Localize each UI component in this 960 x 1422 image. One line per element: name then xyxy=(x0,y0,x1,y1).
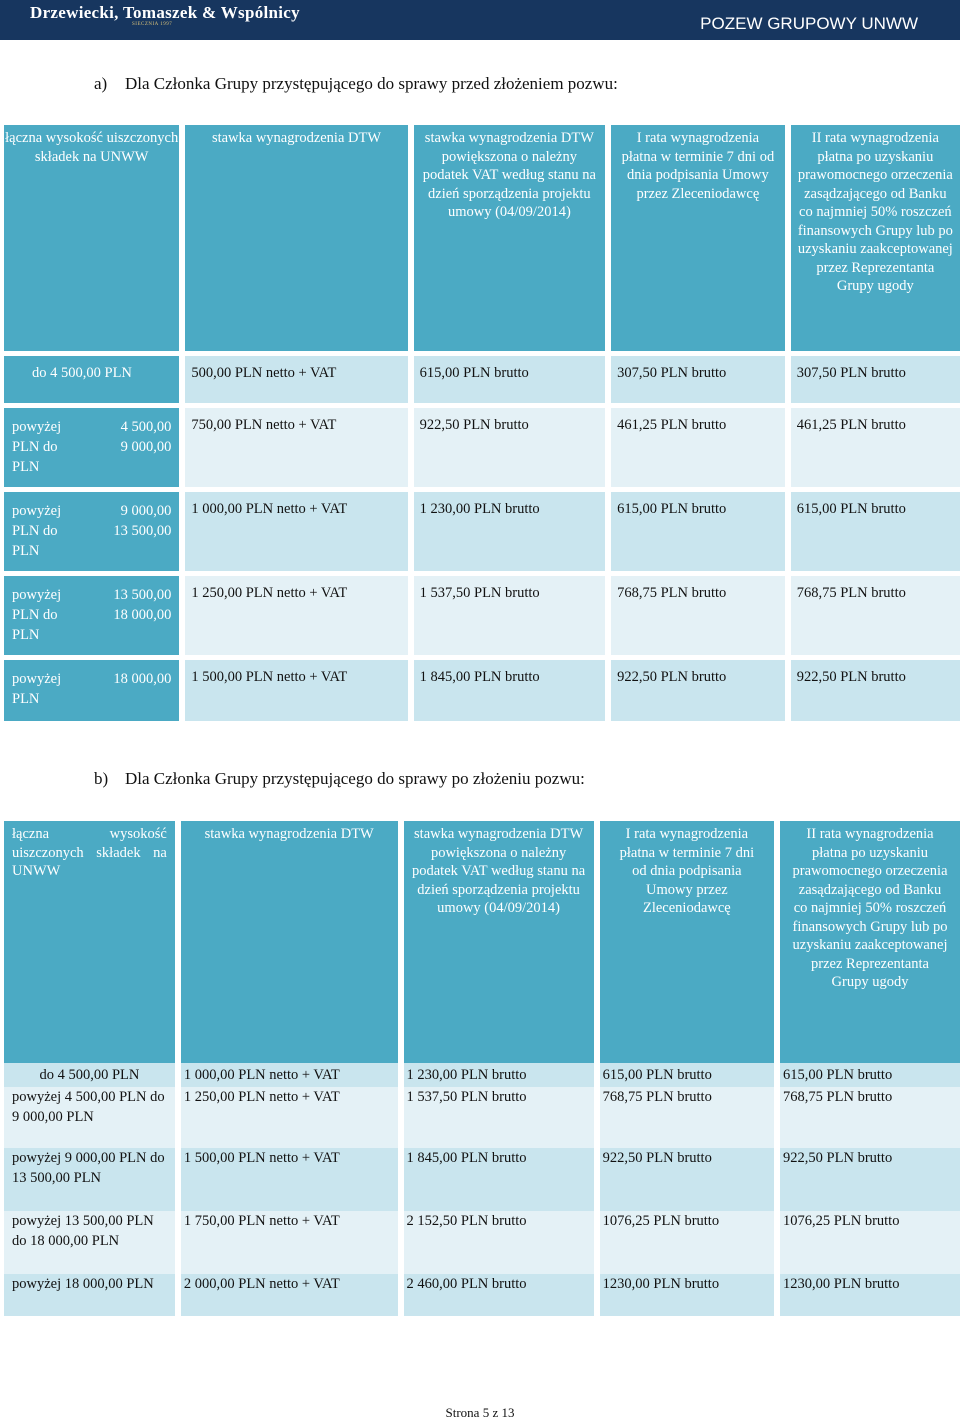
table-row xyxy=(4,1063,960,1087)
gross-cell: 2 152,50 PLN brutto xyxy=(398,1211,594,1274)
range-cell: powyżej 9 000,00 PLN do 13 500,00 PLN xyxy=(4,492,179,571)
header-cell: I rata wynagrodzenia płatna w terminie 7 dni od dnia podpisania Umowy przez Zleceniodawcę xyxy=(605,125,785,351)
net-cell: 1 000,00 PLN netto + VAT xyxy=(179,492,407,571)
header-cell: łączna wysokość uiszczonych składek na UNWW xyxy=(4,821,175,1063)
gross-cell: 922,50 PLN brutto xyxy=(408,408,605,487)
installment2-cell: 922,50 PLN brutto xyxy=(774,1148,960,1211)
section-a-title: Dla Członka Grupy przystępującego do sprawy przed złożeniem pozwu: xyxy=(125,74,618,93)
range-cell: powyżej 18 000,00 PLN xyxy=(4,1274,175,1316)
installment2-cell: 1230,00 PLN brutto xyxy=(774,1274,960,1316)
installment2-cell: 615,00 PLN brutto xyxy=(774,1063,960,1087)
range-cell: do 4 500,00 PLN xyxy=(4,356,179,403)
table-row xyxy=(4,1087,960,1148)
section-a-label: a) xyxy=(94,74,108,93)
table-row xyxy=(4,660,960,721)
header-cell: stawka wynagrodzenia DTW powiększona o należny podatek VAT według stanu na dzień sporządzenia projektu umowy (04/09/2014) xyxy=(398,821,594,1063)
installment1-cell: 922,50 PLN brutto xyxy=(594,1148,774,1211)
installment1-cell: 768,75 PLN brutto xyxy=(605,576,785,655)
table-row xyxy=(4,1148,960,1211)
gross-cell: 615,00 PLN brutto xyxy=(408,356,605,403)
section-b-label: b) xyxy=(94,769,109,788)
installment1-cell: 922,50 PLN brutto xyxy=(605,660,785,721)
installment2-cell: 768,75 PLN brutto xyxy=(785,576,960,655)
range-cell: powyżej 9 000,00 PLN do 13 500,00 PLN xyxy=(4,1148,175,1211)
section-b-heading xyxy=(94,769,585,789)
table-row xyxy=(4,356,960,403)
net-cell: 1 250,00 PLN netto + VAT xyxy=(179,576,407,655)
header-cell: stawka wynagrodzenia DTW powiększona o należny podatek VAT według stanu na dzień sporządzenia projektu umowy (04/09/2014) xyxy=(408,125,605,351)
firm-logo-text: Drzewiecki, Tomaszek & Wspólnicy xyxy=(30,3,300,22)
installment2-cell: 922,50 PLN brutto xyxy=(785,660,960,721)
document-title: POZEW GRUPOWY UNWW xyxy=(700,14,918,33)
header-cell: I rata wynagrodzenia płatna w terminie 7 dni od dnia podpisania Umowy przez Zleceniodawcę xyxy=(594,821,774,1063)
gross-cell: 1 537,50 PLN brutto xyxy=(398,1087,594,1148)
range-cell: do 4 500,00 PLN xyxy=(4,1063,175,1087)
range-cell: powyżej 4 500,00 PLN do 9 000,00 PLN xyxy=(4,1087,175,1148)
gross-cell: 1 230,00 PLN brutto xyxy=(408,492,605,571)
table-row xyxy=(4,408,960,487)
header-cell: stawka wynagrodzenia DTW xyxy=(175,821,398,1063)
installment1-cell: 307,50 PLN brutto xyxy=(605,356,785,403)
table-row xyxy=(4,1211,960,1274)
installment1-cell: 615,00 PLN brutto xyxy=(605,492,785,571)
net-cell: 1 750,00 PLN netto + VAT xyxy=(175,1211,398,1274)
fee-table-before-filing xyxy=(4,125,960,721)
installment2-cell: 307,50 PLN brutto xyxy=(785,356,960,403)
header-cell: II rata wynagrodzenia płatna po uzyskaniu prawomocnego orzeczenia zasądzającego od Banku co najmniej 50% roszczeń finansowych Grupy lub po uzyskaniu zaakceptowanej przez Reprezentanta Grupy ugody xyxy=(774,821,960,1063)
section-a-heading xyxy=(94,74,618,94)
installment2-cell: 461,25 PLN brutto xyxy=(785,408,960,487)
net-cell: 2 000,00 PLN netto + VAT xyxy=(175,1274,398,1316)
installment1-cell: 461,25 PLN brutto xyxy=(605,408,785,487)
installment2-cell: 1076,25 PLN brutto xyxy=(774,1211,960,1274)
section-b-title: Dla Członka Grupy przystępującego do sprawy po złożeniu pozwu: xyxy=(125,769,585,788)
installment2-cell: 615,00 PLN brutto xyxy=(785,492,960,571)
net-cell: 500,00 PLN netto + VAT xyxy=(179,356,407,403)
firm-logo xyxy=(30,3,300,27)
range-cell: powyżej 18 000,00 PLN xyxy=(4,660,179,721)
installment1-cell: 615,00 PLN brutto xyxy=(594,1063,774,1087)
net-cell: 1 000,00 PLN netto + VAT xyxy=(175,1063,398,1087)
table-row xyxy=(4,576,960,655)
installment2-cell: 768,75 PLN brutto xyxy=(774,1087,960,1148)
firm-logo-subtext: SIECZNIA 1997 xyxy=(132,22,173,27)
header-cell: stawka wynagrodzenia DTW xyxy=(179,125,407,351)
net-cell: 750,00 PLN netto + VAT xyxy=(179,408,407,487)
table-header-row xyxy=(4,125,960,351)
table-row xyxy=(4,1274,960,1316)
fee-table-after-filing xyxy=(4,821,960,1316)
table-row xyxy=(4,492,960,571)
net-cell: 1 500,00 PLN netto + VAT xyxy=(175,1148,398,1211)
range-cell: powyżej 13 500,00 PLN do 18 000,00 PLN xyxy=(4,1211,175,1274)
gross-cell: 1 230,00 PLN brutto xyxy=(398,1063,594,1087)
gross-cell: 2 460,00 PLN brutto xyxy=(398,1274,594,1316)
range-cell: powyżej 13 500,00 PLN do 18 000,00 PLN xyxy=(4,576,179,655)
page-number: Strona 5 z 13 xyxy=(445,1405,515,1420)
net-cell: 1 250,00 PLN netto + VAT xyxy=(175,1087,398,1148)
page-header-bar xyxy=(0,0,960,40)
gross-cell: 1 845,00 PLN brutto xyxy=(408,660,605,721)
installment1-cell: 768,75 PLN brutto xyxy=(594,1087,774,1148)
installment1-cell: 1076,25 PLN brutto xyxy=(594,1211,774,1274)
table-header-row xyxy=(4,821,960,1063)
header-cell: II rata wynagrodzenia płatna po uzyskaniu prawomocnego orzeczenia zasądzającego od Banku co najmniej 50% roszczeń finansowych Grupy lub po uzyskaniu zaakceptowanej przez Reprezentanta Grupy ugody xyxy=(785,125,960,351)
range-cell: powyżej 4 500,00 PLN do 9 000,00 PLN xyxy=(4,408,179,487)
installment1-cell: 1230,00 PLN brutto xyxy=(594,1274,774,1316)
net-cell: 1 500,00 PLN netto + VAT xyxy=(179,660,407,721)
gross-cell: 1 845,00 PLN brutto xyxy=(398,1148,594,1211)
header-cell: łączna wysokość uiszczonych składek na UNWW xyxy=(4,125,179,351)
gross-cell: 1 537,50 PLN brutto xyxy=(408,576,605,655)
